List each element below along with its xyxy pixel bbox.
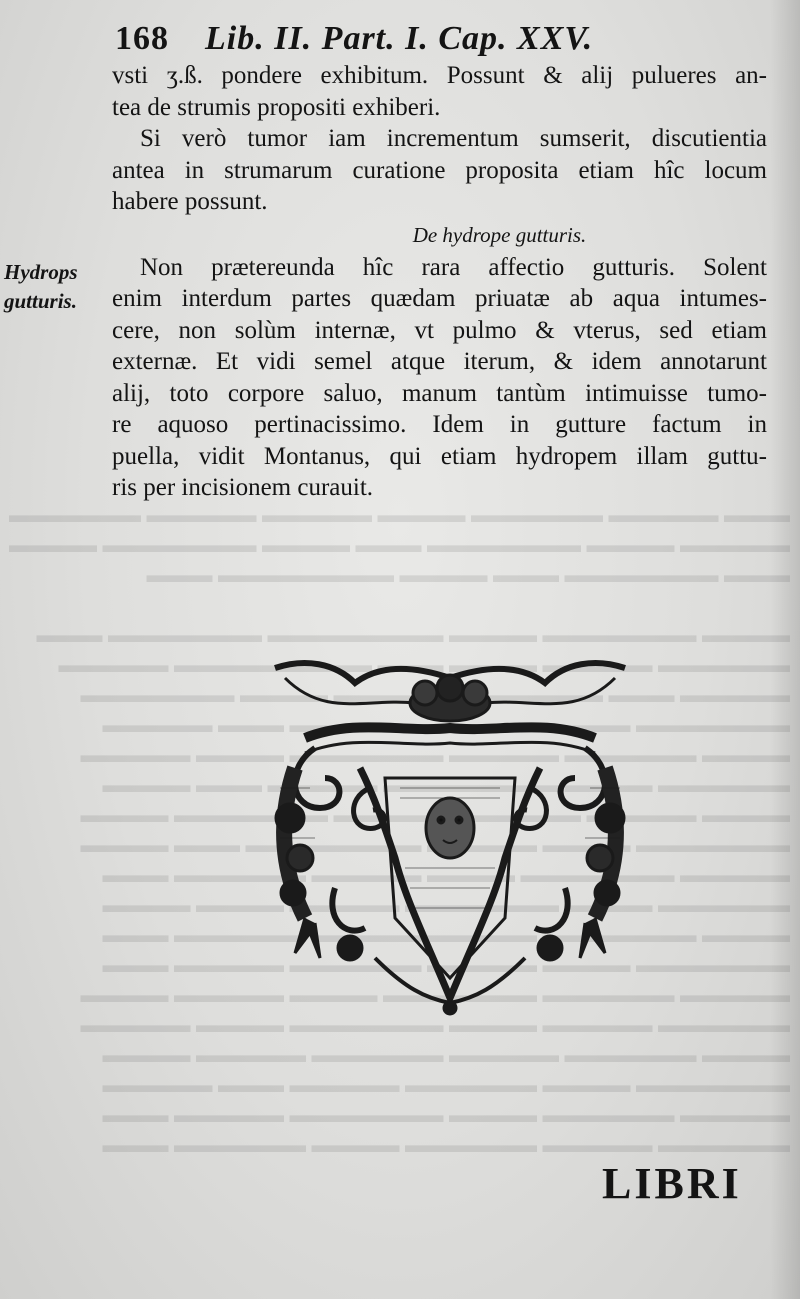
paragraph bbox=[112, 123, 767, 218]
text-line: habere possunt. bbox=[112, 188, 268, 215]
text-line: cere, non solùm internæ, vt pulmo & vterus, sed etiam bbox=[112, 316, 767, 344]
section-title: De hydrope gutturis. bbox=[412, 222, 587, 247]
main-text bbox=[112, 60, 767, 504]
woodcut-tailpiece-ornament-icon bbox=[265, 658, 635, 1018]
text-line: externæ. Et vidi semel atque iterum, & idem annotarunt bbox=[112, 348, 767, 375]
text-line: re aquoso pertinacissimo. Idem in gutture factum in bbox=[112, 411, 767, 438]
paragraph bbox=[112, 252, 767, 504]
text-line: alij, toto corpore saluo, manum tantùm intimuisse tumo- bbox=[112, 379, 767, 407]
paragraph bbox=[112, 60, 767, 123]
text-line: vsti ʒ.ß. pondere exhibitum. Possunt & alij pulueres an- bbox=[112, 62, 767, 89]
page-edge-shadow bbox=[770, 0, 800, 1299]
page-number: 168 bbox=[115, 20, 169, 57]
text-line: puella, vidit Montanus, qui etiam hydropem illam guttu- bbox=[112, 442, 767, 470]
text-line: ris per incisionem curauit. bbox=[112, 474, 374, 501]
text-line: Si verò tumor iam incrementum sumserit, discutientia bbox=[140, 125, 767, 152]
margin-note-line: Hydrops bbox=[4, 260, 78, 284]
margin-note-line: gutturis. bbox=[4, 289, 77, 313]
margin-note bbox=[4, 258, 100, 316]
text-line: tea de strumis propositi exhiberi. bbox=[112, 93, 441, 121]
running-head-title: Lib. II. Part. I. Cap. XXV. bbox=[205, 20, 594, 57]
text-line: enim interdum partes quædam priuatæ ab aqua intumes- bbox=[112, 285, 767, 312]
catchword: LIBRI bbox=[602, 1159, 742, 1208]
text-line: antea in strumarum curatione proposita etiam hîc locum bbox=[112, 156, 767, 184]
running-head bbox=[115, 20, 765, 58]
text-line: Non prætereunda hîc rara affectio gutturis. Solent bbox=[140, 253, 767, 281]
bleed-through-text: ▬▬▬ ▬▬▬▬▬ ▬▬▬▬▬▬ ▬▬▬▬ ▬▬▬▬▬ ▬▬▬▬▬ ▬▬▬▬▬▬ ▬▬▬▬▬ ▬▬▬▬ ▬▬▬▬▬▬▬ ▬▬▬ ▬▬▬▬ ▬▬▬▬▬▬▬ ▬▬▬▬ ▬▬▬ ▬▬▬▬▬▬▬ ▬▬▬ ▬▬▬▬ ▬▬▬▬▬▬▬▬ ▬▬▬ ▬▬▬▬ ▬▬▬▬▬▬▬ ▬▬▬▬ ▬▬▬▬▬▬▬▬ ▬▬▬▬▬▬▬ ▬▬▬ ▬▬▬▬▬▬ ▬▬▬▬▬ ▬▬▬▬ ▬▬▬ ▬▬▬▬▬▬▬▬▬ ▬▬▬▬▬ ▬▬▬▬▬ ▬▬▬ ▬▬▬▬▬▬▬ ▬▬▬▬▬ ▬▬▬▬ ▬▬▬▬▬▬▬ ▬▬▬▬▬▬▬ ▬▬▬▬ ▬▬▬▬▬ ▬▬▬▬▬▬ ▬▬▬ ▬▬▬▬▬ ▬▬▬▬ ▬▬▬▬▬▬ ▬▬▬▬▬ ▬▬▬▬▬▬▬ ▬▬▬▬ ▬▬▬▬▬ ▬▬▬▬▬▬ ▬▬▬▬ ▬▬▬▬▬▬▬▬ ▬▬▬▬▬ ▬▬▬ ▬▬▬▬ ▬▬▬▬ ▬▬▬▬▬ ▬▬▬▬▬▬ ▬▬▬▬▬ ▬▬▬▬▬▬▬ ▬▬▬▬ ▬▬▬▬▬▬▬ ▬▬▬▬ ▬▬▬▬▬ ▬▬▬▬▬▬▬▬ ▬▬▬ ▬▬▬▬ ▬▬▬▬▬ ▬▬▬▬▬▬▬ ▬▬▬▬ ▬▬▬▬▬ ▬▬▬▬▬▬ ▬▬▬ ▬▬▬▬▬▬ ▬▬▬▬ ▬▬▬▬▬▬▬ ▬▬▬▬▬ ▬▬▬▬ ▬▬▬▬ ▬▬▬▬ ▬▬▬▬▬▬▬ ▬▬▬▬▬ ▬▬▬▬▬ ▬▬▬▬▬▬ ▬▬▬ ▬▬▬▬▬▬▬ ▬▬▬▬ ▬▬▬▬▬ ▬▬▬▬▬▬ ▬▬▬▬▬ ▬▬▬ ▬▬▬▬▬ ▬▬▬▬▬▬ ▬▬▬▬▬▬▬ ▬▬▬▬ ▬▬▬▬▬ ▬▬▬▬ ▬▬▬▬▬▬ ▬▬▬▬▬ ▬▬▬▬ ▬▬▬▬▬▬▬ ▬▬▬▬ ▬▬▬▬▬ ▬▬▬▬ ▬▬▬▬▬▬ ▬▬▬▬▬ ▬▬▬▬▬▬ ▬▬▬▬▬ ▬▬▬▬ ▬▬▬▬▬▬▬ ▬▬▬▬ ▬▬▬▬▬▬ ▬▬▬▬▬ ▬▬▬ ▬▬▬▬▬ ▬▬▬▬▬ ▬▬▬▬▬▬ ▬▬▬▬ ▬▬▬▬▬▬▬ ▬▬▬▬▬ ▬▬▬ ▬▬▬▬▬▬ ▬▬▬▬▬ ▬▬▬▬▬▬ ▬▬▬▬ ▬▬▬▬▬▬ ▬▬▬ bbox=[9, 502, 790, 1157]
